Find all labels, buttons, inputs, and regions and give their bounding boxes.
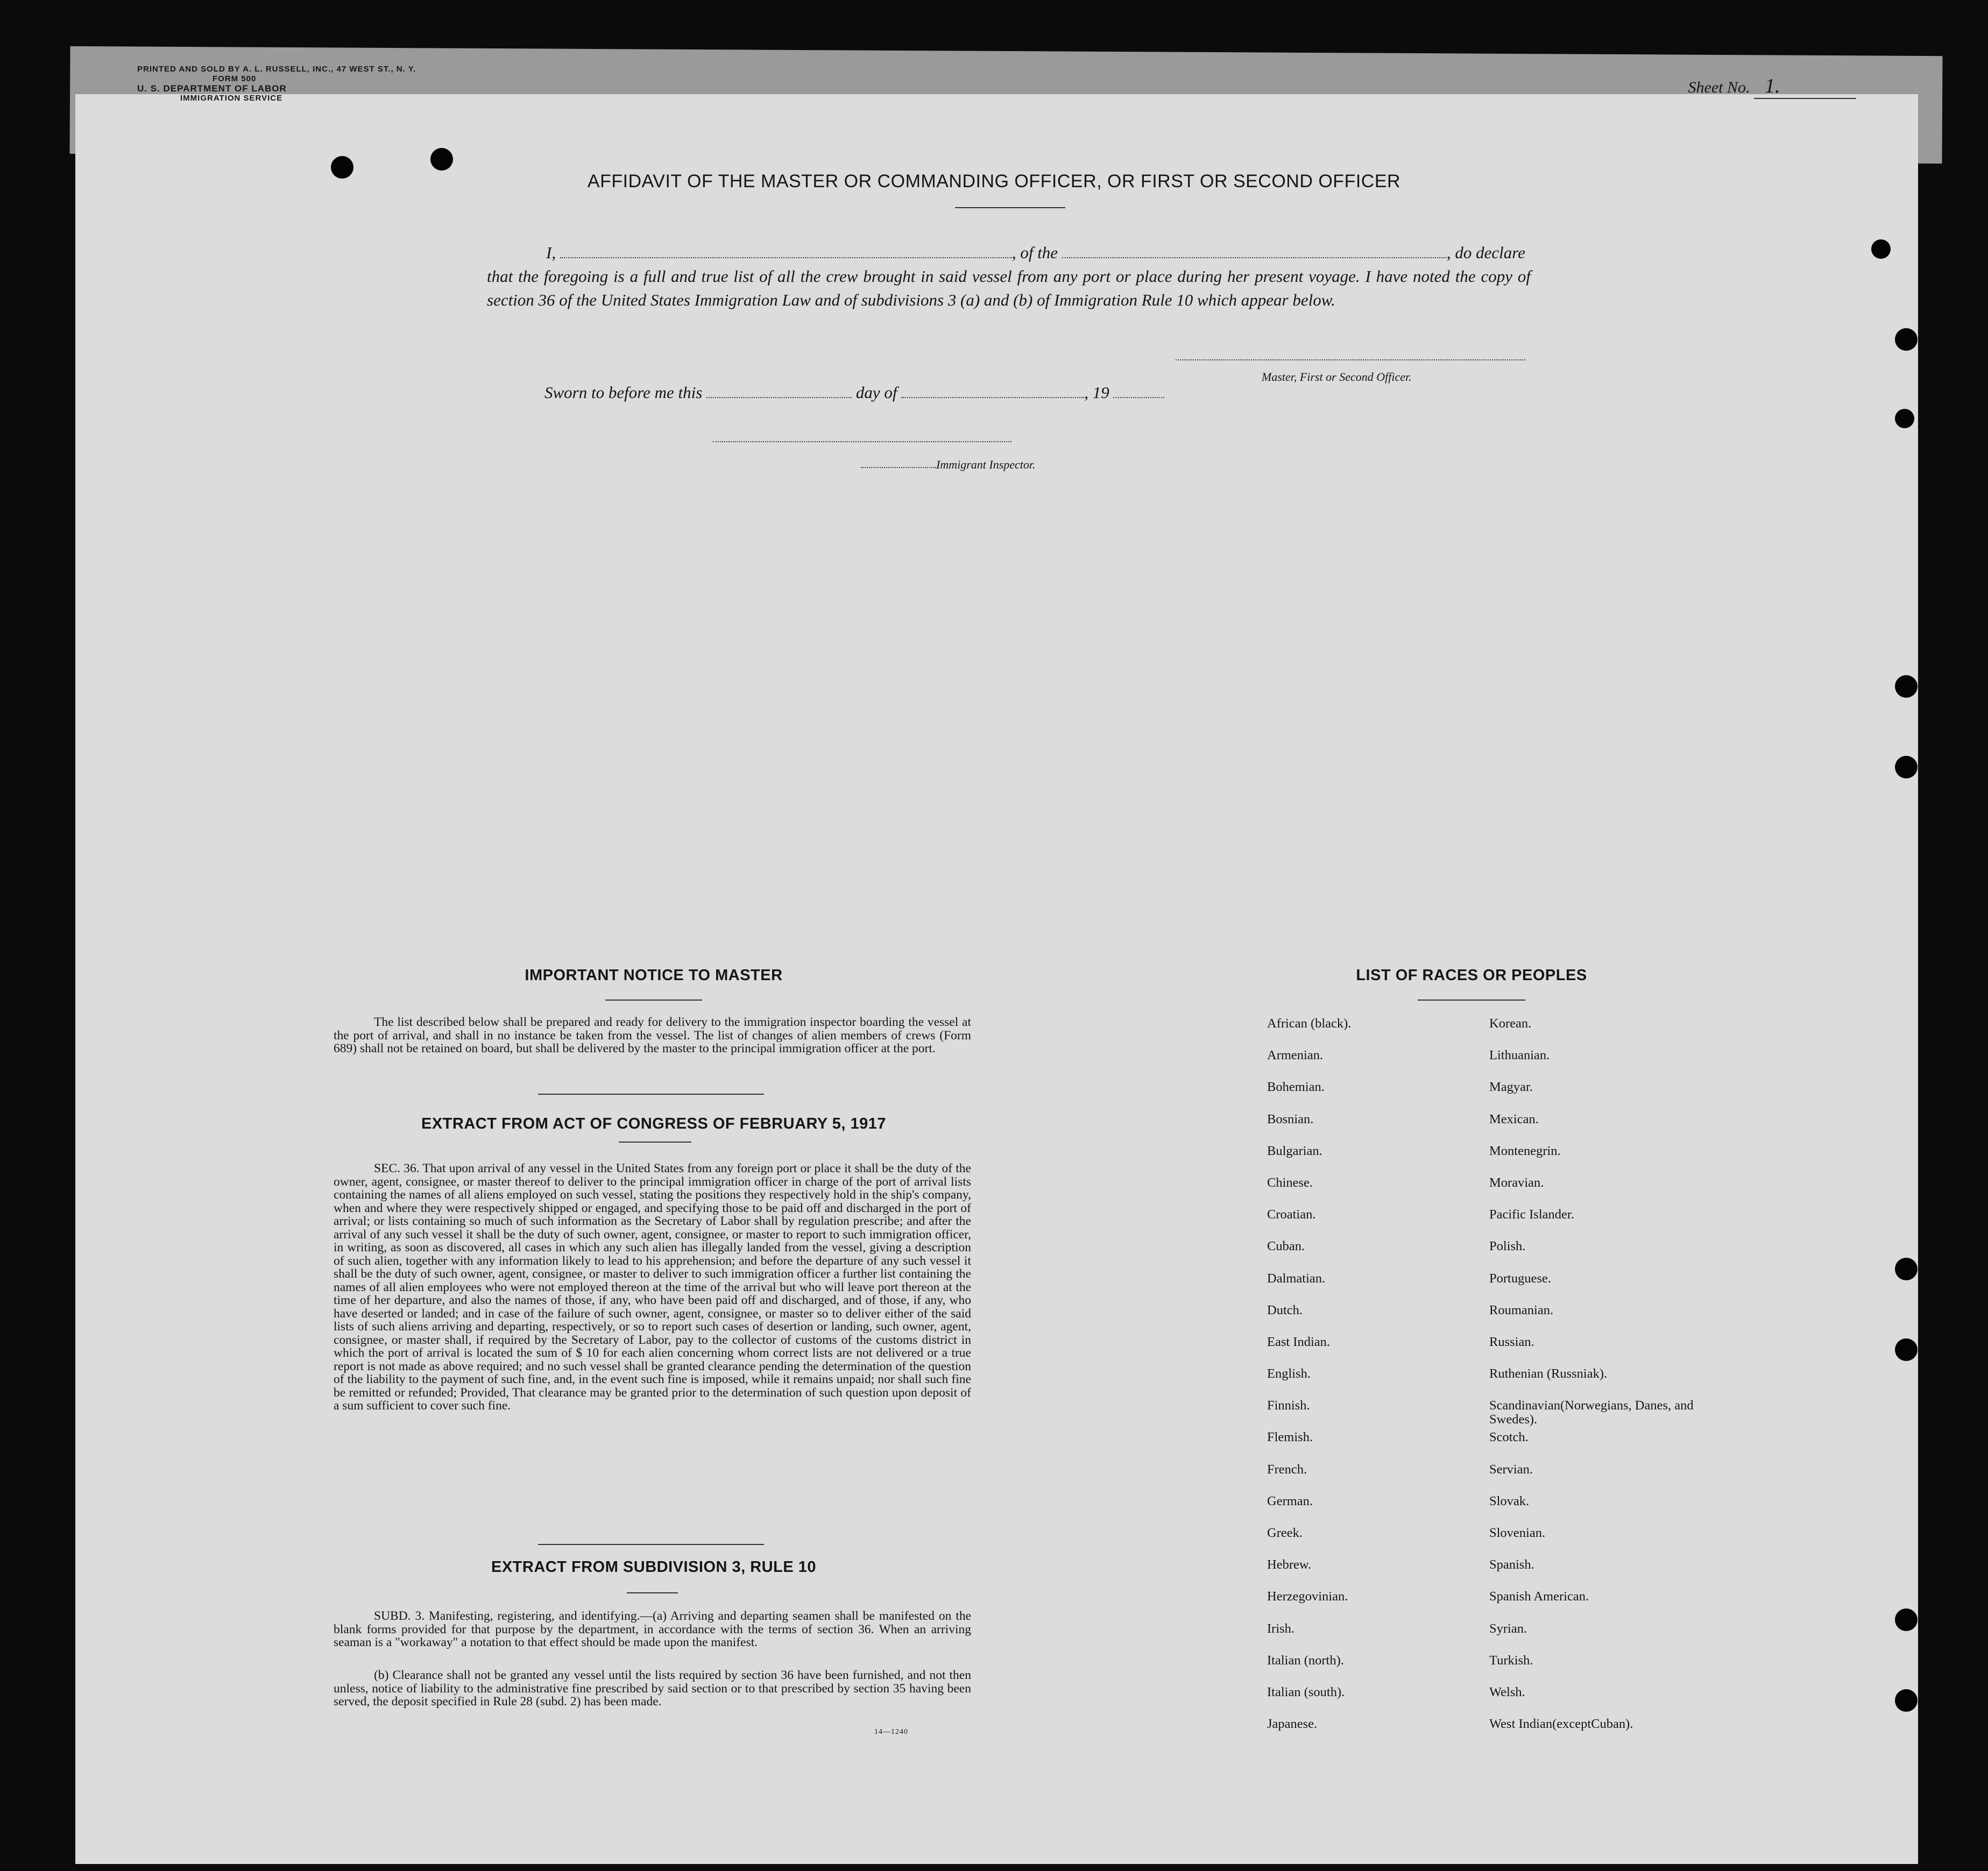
punch-hole [1895,675,1918,698]
race-item: Magyar. [1489,1080,1533,1095]
race-item: Welsh. [1489,1684,1525,1699]
race-item: Pacific Islander. [1489,1207,1574,1222]
rule-text-b: (b) Clearance shall not be granted any vessel until the lists required by section 36 have been furnished, and not then unless, notice of liability to the administrative fine prescribed by said section or to that prescribed by section 35 having been served, the deposit specified in Rule 28 (subd. 2) has been made. [334,1668,971,1709]
race-item: Turkish. [1489,1653,1533,1668]
day-of-label: day of [855,383,897,402]
declarant-label: I, [546,243,556,262]
affidavit-title: AFFIDAVIT OF THE MASTER OR COMMANDING OFFICER, OR FIRST OR SECOND OFFICER [587,171,1401,192]
printer-line: PRINTED AND SOLD BY A. L. RUSSELL, INC., 47 WEST ST., N. Y. [137,65,416,74]
race-item: Scandinavian(Norwegians, Danes, and Swedes). [1489,1398,1694,1427]
section-divider [538,1094,764,1095]
races-title: LIST OF RACES OR PEOPLES [1356,967,1587,984]
declarant-name-field[interactable] [560,257,1012,258]
race-item: Lithuanian. [1489,1048,1550,1063]
title-rule [955,207,1065,208]
affidavit-first-line [487,241,1531,265]
race-item: Flemish. [1267,1430,1313,1445]
service-name: IMMIGRATION SERVICE [180,94,283,103]
race-item: Russian. [1489,1334,1534,1349]
race-item: Italian (north). [1267,1653,1344,1668]
race-item: African (black). [1267,1016,1352,1031]
races-column-1 [1267,1017,1471,1749]
punch-hole [1871,239,1891,259]
race-item: Portuguese. [1489,1271,1551,1286]
race-item: Syrian. [1489,1621,1527,1636]
declare-text: , do declare [1446,243,1525,262]
sworn-month-field[interactable] [901,397,1084,398]
sworn-day-field[interactable] [706,397,852,398]
sheet-number [1688,74,1856,99]
rule-text-a: SUBD. 3. Manifesting, registering, and identifying.—(a) Arriving and departing seamen shall be manifested on the blank forms provided for that purpose by the department, in accordance with the terms of section 36. When an arriving seaman is a "workaway" a notation to that effect should be made upon the manifest. [334,1609,971,1649]
race-item: Irish. [1267,1621,1295,1636]
race-item: Spanish. [1489,1557,1534,1572]
year-label: , 19 [1084,383,1109,402]
department-name: U. S. DEPARTMENT OF LABOR [137,83,287,94]
race-item: French. [1267,1462,1307,1477]
punch-hole [1895,328,1918,351]
punch-hole [1895,756,1918,778]
inspector-signature-field[interactable] [713,441,1011,442]
race-item: East Indian. [1267,1334,1331,1349]
race-item: German. [1267,1493,1313,1508]
form-number: FORM 500 [213,74,257,83]
race-item: Japanese. [1267,1717,1318,1732]
rule-rule [627,1592,678,1593]
affidavit-body: that the foregoing is a full and true list of all the crew brought in said vessel from any port or place during her present voyage. I have noted the copy of section 36 of the United States Immigration Law and of subdivisions 3 (a) and (b) of Immigration Rule 10 which appear below. [487,267,1531,309]
race-item: Chinese. [1267,1175,1313,1190]
race-item: Armenian. [1267,1048,1324,1063]
race-item: Korean. [1489,1016,1532,1031]
race-item: Hebrew. [1267,1557,1312,1572]
race-item: Bosnian. [1267,1111,1314,1126]
race-item: Servian. [1489,1462,1533,1477]
vessel-name-field[interactable] [1062,257,1447,258]
notice-title: IMPORTANT NOTICE TO MASTER [525,967,783,984]
race-item: Scotch. [1489,1430,1529,1445]
vessel-label: , of the [1011,243,1058,262]
race-item: Slovak. [1489,1493,1530,1508]
race-item: Moravian. [1489,1175,1544,1190]
race-item: Mexican. [1489,1111,1539,1126]
race-item: Greek. [1267,1526,1303,1540]
inspector-signature-label: Immigrant Inspector. [936,458,1036,471]
punch-hole [1895,409,1914,428]
act-title: EXTRACT FROM ACT OF CONGRESS OF FEBRUARY 5, 1917 [421,1115,887,1132]
section-divider [538,1544,764,1545]
act-rule [619,1142,691,1143]
race-item: Croatian. [1267,1207,1316,1222]
race-item: Ruthenian (Russniak). [1489,1366,1608,1381]
rule-title: EXTRACT FROM SUBDIVISION 3, RULE 10 [491,1558,816,1576]
race-item: English. [1267,1366,1311,1381]
form-print-number: 14—1240 [874,1728,908,1736]
sworn-label: Sworn to before me this [544,383,703,402]
race-item: Herzegovinian. [1267,1589,1348,1604]
races-rule [1418,1000,1525,1001]
race-item: Dalmatian. [1267,1271,1326,1286]
race-item: Italian (south). [1267,1684,1345,1699]
master-signature-field[interactable] [1176,359,1525,360]
act-text: SEC. 36. That upon arrival of any vessel in the United States from any foreign port or place it shall be the duty of the owner, agent, consignee, or master thereof to deliver to the principal immigration officer in charge of the port of arrival lists containing the names of all aliens employed on such vessel, stating the positions they respectively hold in the ship's company, when and where they were respectively shipped or engaged, and specifying those to be paid off and discharged in the port of arrival; or lists containing so much of such information as the Secretary of Labor shall by regulation prescribe; and after the arrival of any such vessel it shall be the duty of such owner, agent, consignee, or master to report to such immigration officer, in writing, as soon as discovered, all cases in which any such alien has illegally landed from the vessel, giving a description of such alien, together with any information likely to lead to his apprehension; and before the departure of any such vessel it shall be the duty of such owner, agent, consignee, or master to deliver to such immigration officer a further list containing the names of all alien employees who were not employed thereon at the time of the arrival but who will leave port thereon at the time of her departure, and also the names of those, if any, who have been paid off and discharged, and of those, if any, who have deserted or landed; and in case of the failure of such owner, agent, consignee, or master so to deliver either of the said lists of such aliens arriving and departing, respectively, or so to report such cases of desertion or landing, such owner, agent, consignee, or master shall, if required by the Secretary of Labor, pay to the collector of customs of the customs district in which the port of arrival is located the sum of $ 10 for each alien concerning whom correct lists are not delivered or a true report is not made as above required; and no such vessel shall be granted clearance pending the determination of the question of the liability to the payment of such fine, and, in the event such fine is imposed, while it remains unpaid; nor shall such fine be remitted or refunded; Provided, That clearance may be granted prior to the determination of such question upon deposit of a sum sufficient to cover such fine. [334,1161,971,1413]
race-item: Slovenian. [1489,1526,1546,1540]
race-item: Montenegrin. [1489,1143,1561,1158]
printer-imprint [137,65,416,103]
punch-hole [1895,1338,1918,1361]
master-signature-label: Master, First or Second Officer. [1262,370,1412,384]
race-item: Bohemian. [1267,1080,1325,1095]
sworn-line [544,383,1164,402]
race-item: West Indian(exceptCuban). [1489,1717,1633,1732]
race-item: Dutch. [1267,1302,1303,1317]
sheet-label: Sheet No. [1688,79,1750,96]
punch-hole [1895,1608,1918,1631]
race-item: Spanish American. [1489,1589,1589,1604]
notice-rule [605,1000,702,1001]
punch-hole [430,148,453,171]
races-column-2 [1489,1017,1694,1749]
sworn-year-field[interactable] [1113,397,1164,398]
race-item: Cuban. [1267,1239,1305,1254]
race-item: Bulgarian. [1267,1143,1322,1158]
race-item: Polish. [1489,1239,1526,1254]
punch-hole [1895,1258,1918,1280]
race-item: Finnish. [1267,1398,1310,1413]
race-item: Roumanian. [1489,1302,1554,1317]
inspector-signature-tail [861,467,936,468]
punch-hole [1895,1689,1918,1712]
notice-text: The list described below shall be prepared and ready for delivery to the immigration inspector boarding the vessel at the port of arrival, and shall in no instance be taken from the vessel. The list of changes of alien members of crews (Form 689) shall not be retained on board, but shall be delivered by the master to the principal immigration officer at the port. [334,1015,971,1055]
sheet-value: 1. [1754,74,1856,99]
